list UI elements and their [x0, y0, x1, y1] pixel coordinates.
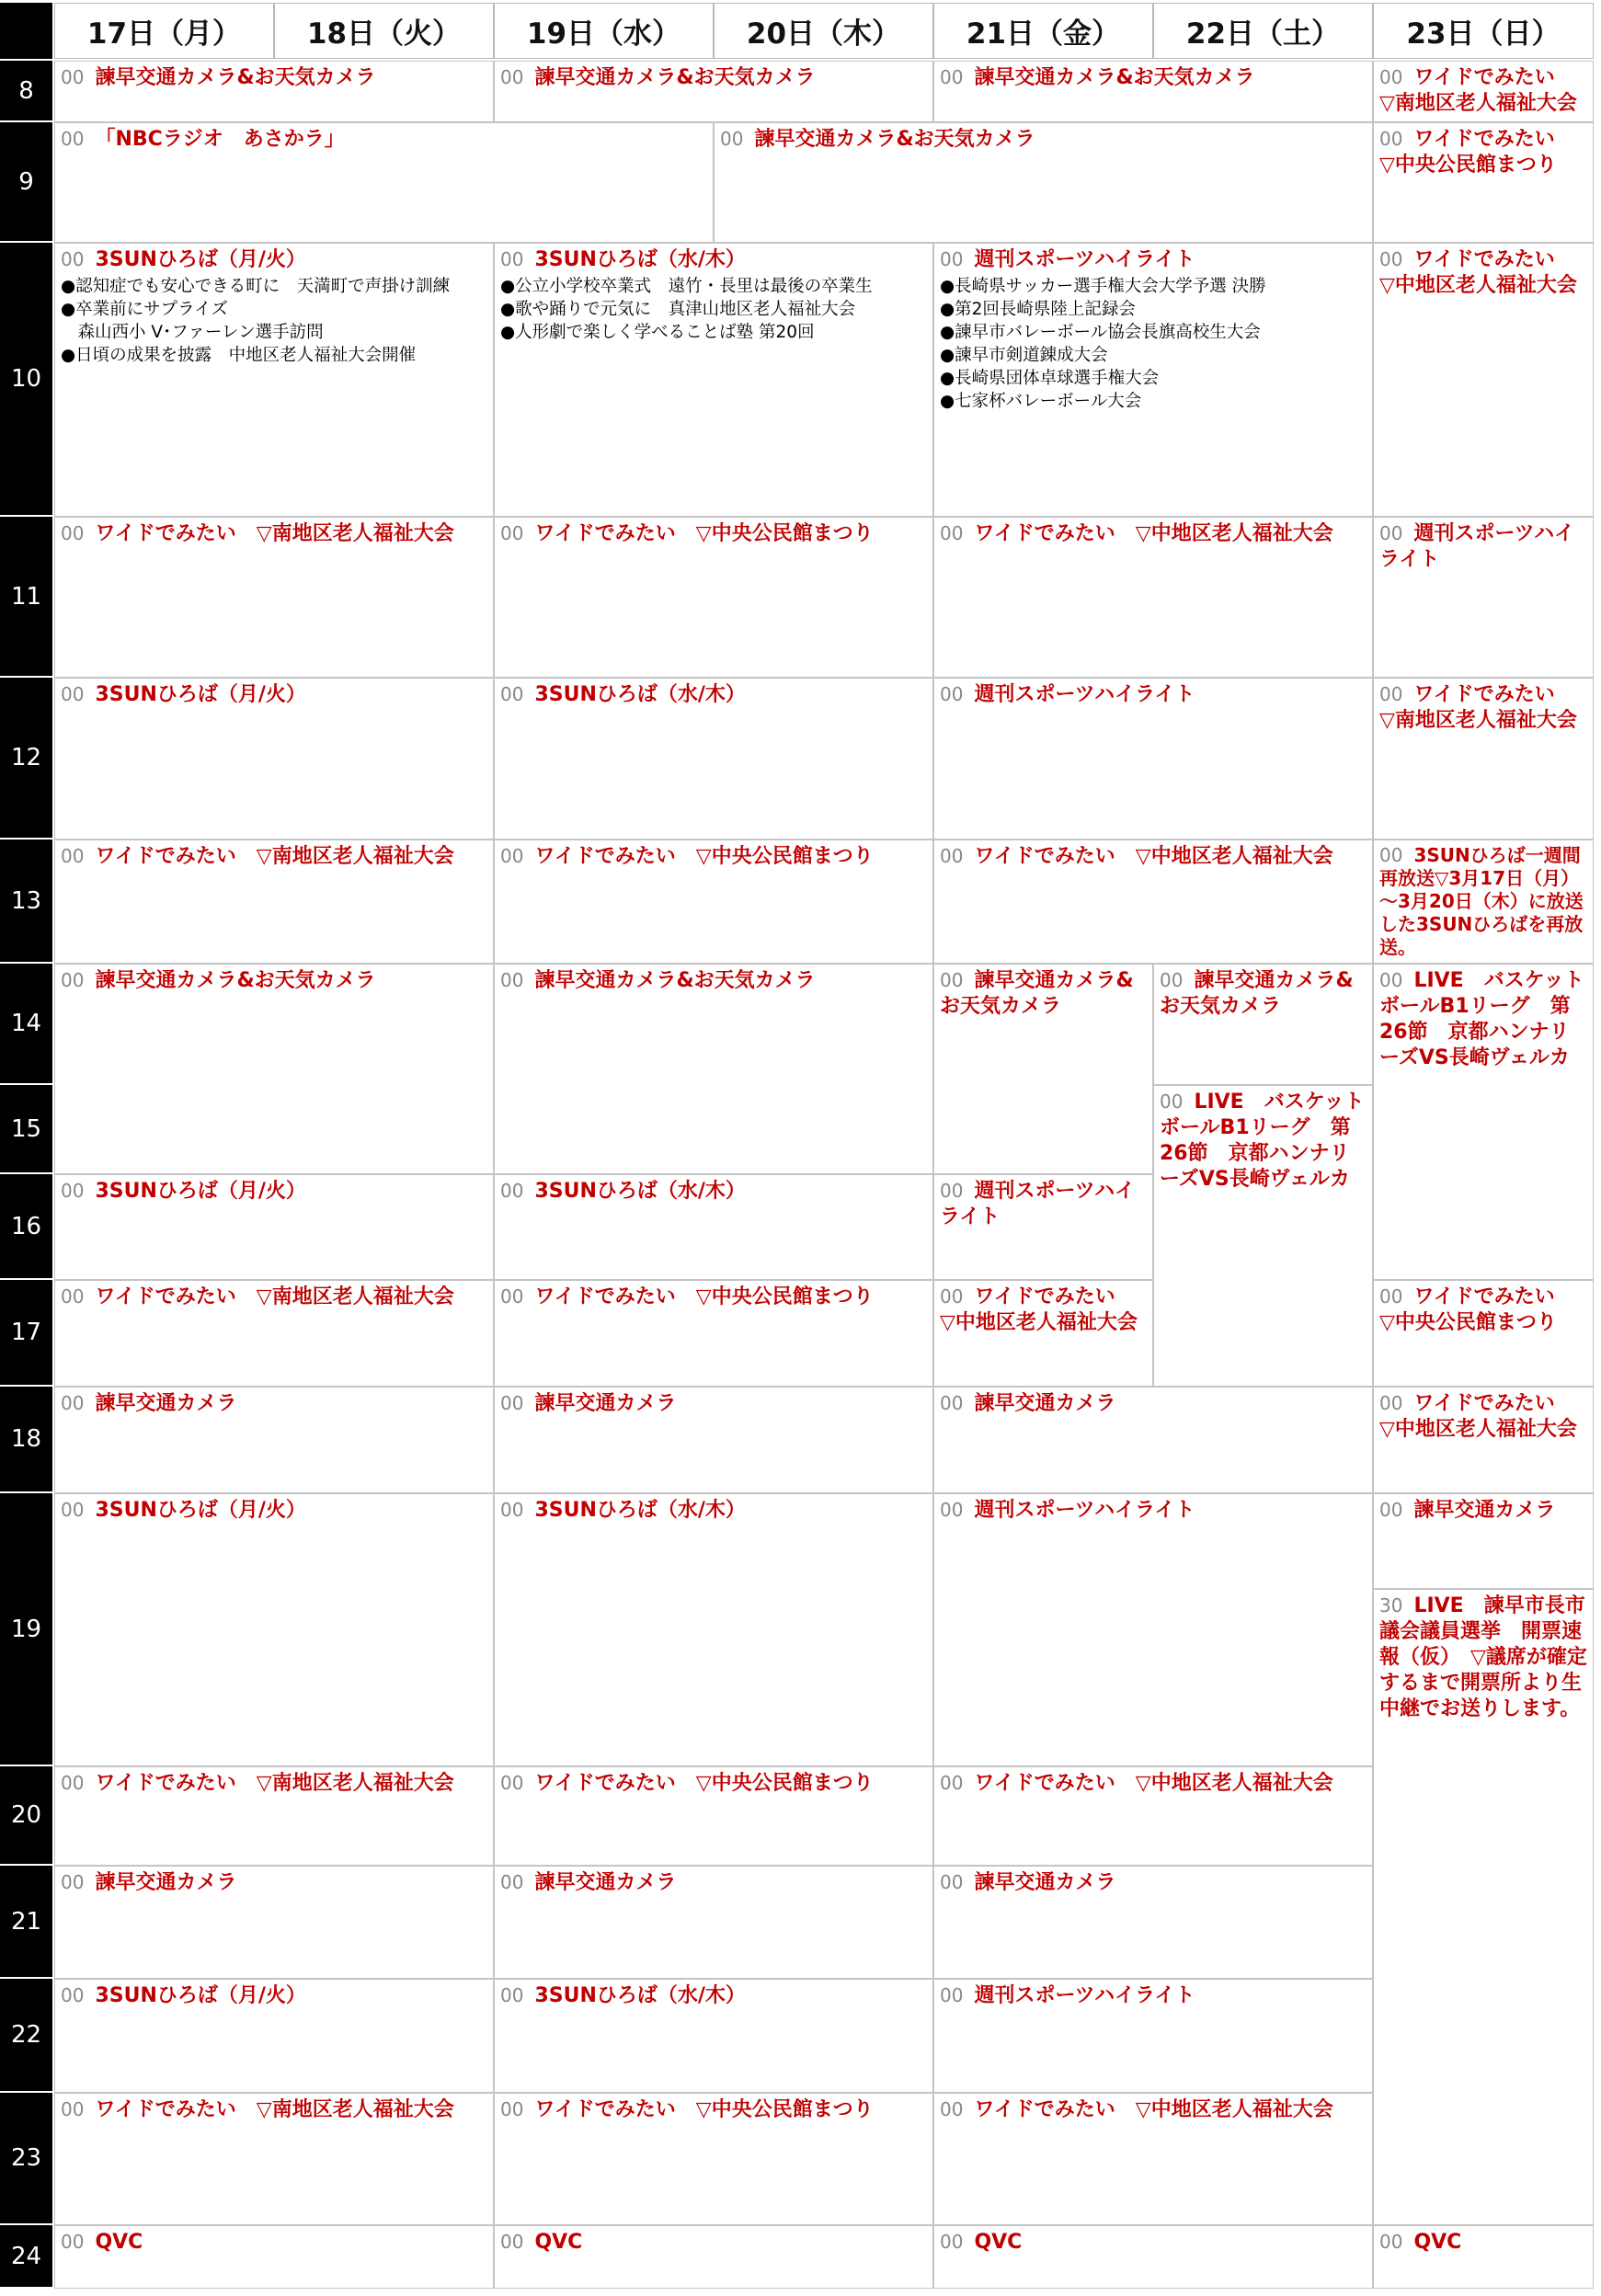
program-title: ワイドでみたい ▽中央公民館まつり: [1379, 1285, 1575, 1334]
program-heading: [940, 1498, 1367, 1524]
program-title: 諫早交通カメラ: [974, 1392, 1116, 1415]
program-title: ワイドでみたい ▽南地区老人福祉大会: [95, 1285, 454, 1308]
hour-label: 19: [0, 1493, 52, 1766]
program-minute: 00: [1160, 1091, 1184, 1113]
program-title: 3SUNひろば（水/木）: [534, 683, 746, 706]
program-heading: [720, 127, 1367, 153]
program-heading: [1379, 968, 1587, 1071]
program-title: QVC: [974, 2231, 1023, 2254]
program-heading: [500, 1771, 927, 1797]
program-note-line: ●卒業前にサプライズ: [61, 300, 228, 319]
program-heading: [61, 127, 707, 153]
program-cell[interactable]: [1373, 964, 1594, 1280]
program-heading: [940, 1285, 1147, 1336]
program-title: ワイドでみたい ▽南地区老人福祉大会: [95, 2098, 454, 2121]
program-title: 諫早交通カメラ&お天気カメラ: [534, 969, 816, 992]
program-minute: 00: [1379, 1392, 1403, 1414]
program-heading: [500, 1498, 927, 1524]
program-title: 3SUNひろば（月/火）: [95, 1180, 306, 1203]
program-note-line: ●諫早市剣道錬成大会: [940, 346, 1108, 365]
program-cell[interactable]: [54, 2093, 494, 2225]
program-title: 週刊スポーツハイライト: [974, 248, 1195, 271]
program-note-line: ●諫早市バレーボール協会長旗高校生大会: [940, 323, 1261, 342]
program-cell[interactable]: [494, 1866, 933, 1979]
program-cell[interactable]: [54, 1280, 494, 1387]
program-heading: [61, 247, 487, 273]
program-heading: [1379, 2230, 1587, 2256]
program-minute: 00: [61, 1871, 85, 1893]
program-title: ワイドでみたい ▽中央公民館まつり: [534, 845, 874, 868]
program-cell[interactable]: [54, 61, 494, 122]
program-heading: [940, 968, 1147, 1020]
program-minute: 00: [940, 1285, 964, 1308]
hour-label: 16: [0, 1174, 52, 1280]
program-cell[interactable]: [1153, 964, 1373, 1085]
program-title: ワイドでみたい ▽中地区老人福祉大会: [974, 2098, 1333, 2121]
program-cell[interactable]: [1373, 517, 1594, 678]
program-heading: [61, 2230, 487, 2256]
program-minute: 00: [61, 2231, 85, 2253]
program-title: 諫早交通カメラ&お天気カメラ: [95, 969, 376, 992]
program-minute: 00: [500, 1984, 524, 2006]
program-title: 3SUNひろば（月/火）: [95, 683, 306, 706]
program-notes: [61, 275, 487, 367]
program-minute: 00: [61, 1392, 85, 1414]
program-minute: 00: [61, 1772, 85, 1794]
program-title: ワイドでみたい ▽中地区老人福祉大会: [974, 522, 1333, 545]
program-heading: [61, 1983, 487, 2009]
program-minute: 00: [61, 1984, 85, 2006]
program-heading: [500, 1285, 927, 1310]
program-cell[interactable]: [933, 1387, 1373, 1493]
program-minute: 00: [61, 1499, 85, 1521]
hour-label: 8: [0, 61, 52, 122]
program-minute: 00: [940, 66, 964, 88]
program-note-line: ●第2回長崎県陸上記録会: [940, 300, 1136, 319]
hour-label: 17: [0, 1280, 52, 1387]
hour-label: 20: [0, 1766, 52, 1866]
program-title: LIVE バスケットボールB1リーグ 第26節 京都ハンナリーズVS長崎ヴェルカ: [1160, 1091, 1365, 1191]
program-heading: [940, 247, 1367, 273]
program-title: 諫早交通カメラ&お天気カメラ: [1160, 969, 1354, 1018]
program-minute: 00: [500, 1392, 524, 1414]
program-cell[interactable]: [494, 1766, 933, 1866]
program-heading: [940, 1771, 1367, 1797]
program-minute: 00: [940, 969, 964, 991]
program-minute: 00: [500, 1772, 524, 1794]
program-cell[interactable]: [714, 122, 1373, 243]
program-minute: 00: [1379, 128, 1403, 150]
program-minute: 30: [1379, 1593, 1403, 1616]
program-note-line: ●歌や踊りで元気に 真津山地区老人福祉大会: [500, 300, 856, 319]
program-minute: 00: [500, 1499, 524, 1521]
program-minute: 00: [1379, 969, 1403, 991]
program-cell[interactable]: [1373, 1387, 1594, 1493]
program-cell[interactable]: [54, 678, 494, 840]
program-title: 3SUNひろば（月/火）: [95, 1984, 306, 2007]
program-minute: 00: [61, 248, 85, 270]
program-heading: [940, 1983, 1367, 2009]
program-note-line: ●認知症でも安心できる町に 天満町で声掛け訓練: [61, 277, 451, 296]
program-heading: [61, 521, 487, 547]
program-heading: [1379, 844, 1587, 959]
program-cell[interactable]: [933, 1174, 1153, 1280]
program-title: 週刊スポーツハイライト: [974, 1984, 1195, 2007]
program-cell[interactable]: [54, 517, 494, 678]
program-title: 諫早交通カメラ&お天気カメラ: [95, 66, 376, 89]
program-minute: 00: [500, 1180, 524, 1202]
program-heading: [500, 2230, 927, 2256]
program-cell[interactable]: [933, 1493, 1373, 1766]
program-cell[interactable]: [494, 1174, 933, 1280]
program-cell[interactable]: [1153, 1085, 1373, 1387]
hour-label: 24: [0, 2225, 52, 2289]
program-title: 諫早交通カメラ: [534, 1871, 677, 1894]
program-heading: [500, 968, 927, 994]
program-cell[interactable]: [1373, 61, 1594, 122]
program-minute: 00: [940, 1180, 964, 1202]
program-title: 諫早交通カメラ: [95, 1871, 237, 1894]
program-minute: 00: [940, 1772, 964, 1794]
program-notes: [940, 275, 1367, 413]
program-cell[interactable]: [1373, 1493, 1594, 1589]
hour-label: 18: [0, 1387, 52, 1493]
program-minute: 00: [61, 2098, 85, 2120]
program-note-line: ●人形劇で楽しく学べることば塾 第20回: [500, 323, 815, 342]
hour-label: 10: [0, 243, 52, 517]
program-title: 週刊スポーツハイライト: [940, 1180, 1136, 1228]
program-cell[interactable]: [54, 1866, 494, 1979]
program-cell[interactable]: [494, 1979, 933, 2093]
program-minute: 00: [500, 2098, 524, 2120]
program-minute: 00: [1379, 66, 1403, 88]
program-title: 3SUNひろば（月/火）: [95, 1499, 306, 1522]
program-heading: [61, 968, 487, 994]
program-cell[interactable]: [54, 840, 494, 964]
program-minute: 00: [61, 1180, 85, 1202]
program-title: ワイドでみたい ▽南地区老人福祉大会: [95, 1772, 454, 1795]
program-cell[interactable]: [54, 2225, 494, 2289]
program-cell[interactable]: [933, 243, 1373, 517]
program-title: ワイドでみたい ▽中地区老人福祉大会: [974, 1772, 1333, 1795]
program-minute: 00: [940, 1871, 964, 1893]
program-heading: [500, 65, 927, 91]
program-heading: [1160, 1090, 1367, 1193]
program-title: ワイドでみたい ▽中央公民館まつり: [534, 1285, 874, 1308]
program-minute: 00: [1379, 844, 1403, 866]
program-minute: 00: [61, 128, 85, 150]
program-heading: [940, 844, 1367, 870]
day-header: 21日（金）: [933, 3, 1153, 59]
day-header: 20日（木）: [714, 3, 933, 59]
program-title: ワイドでみたい ▽中地区老人福祉大会: [974, 845, 1333, 868]
program-minute: 00: [940, 1499, 964, 1521]
program-title: ワイドでみたい ▽中央公民館まつり: [534, 1772, 874, 1795]
program-cell[interactable]: [54, 1174, 494, 1280]
program-minute: 00: [940, 1984, 964, 2006]
program-cell[interactable]: [54, 1493, 494, 1766]
day-header: 19日（水）: [494, 3, 714, 59]
program-minute: 00: [940, 683, 964, 705]
program-note-line: ●公立小学校卒業式 遠竹・長里は最後の卒業生: [500, 277, 873, 296]
day-header: 22日（土）: [1153, 3, 1373, 59]
program-minute: 00: [720, 128, 744, 150]
program-minute: 00: [940, 845, 964, 867]
hour-label: 13: [0, 840, 52, 964]
program-title: ワイドでみたい ▽中央公民館まつり: [534, 522, 874, 545]
program-heading: [940, 2230, 1367, 2256]
program-heading: [500, 844, 927, 870]
program-title: 3SUNひろば（月/火）: [95, 248, 306, 271]
hour-label: 21: [0, 1866, 52, 1979]
program-cell[interactable]: [933, 1766, 1373, 1866]
program-minute: 00: [500, 66, 524, 88]
program-heading: [940, 2097, 1367, 2123]
program-minute: 00: [1379, 522, 1403, 544]
program-minute: 00: [500, 845, 524, 867]
program-cell[interactable]: [1373, 1280, 1594, 1387]
program-cell[interactable]: [494, 61, 933, 122]
program-cell[interactable]: [1373, 243, 1594, 517]
hour-label: 15: [0, 1085, 52, 1174]
program-cell[interactable]: [933, 1280, 1153, 1387]
program-note-line: ●日頃の成果を披露 中地区老人福祉大会開催: [61, 346, 417, 365]
program-minute: 00: [940, 248, 964, 270]
program-minute: 00: [61, 969, 85, 991]
hour-label: 22: [0, 1979, 52, 2093]
program-minute: 00: [500, 522, 524, 544]
program-heading: [61, 65, 487, 91]
program-title: 3SUNひろば（水/木）: [534, 1499, 746, 1522]
program-minute: 00: [1379, 1499, 1403, 1521]
program-cell[interactable]: [1373, 1589, 1594, 2225]
program-minute: 00: [940, 2098, 964, 2120]
program-title: LIVE 諫早市長市議会議員選挙 開票速報（仮） ▽議席が確定するまで開票所より生中継でお送りします。: [1379, 1593, 1587, 1720]
program-heading: [500, 2097, 927, 2123]
program-title: 3SUNひろば（水/木）: [534, 1180, 746, 1203]
program-heading: [1160, 968, 1367, 1020]
day-header: 23日（日）: [1373, 3, 1594, 59]
program-minute: 00: [500, 683, 524, 705]
program-note-line: ●七家杯バレーボール大会: [940, 392, 1142, 411]
program-cell[interactable]: [494, 1280, 933, 1387]
program-cell[interactable]: [54, 1766, 494, 1866]
program-heading: [500, 247, 927, 273]
program-heading: [61, 1498, 487, 1524]
program-title: ワイドでみたい ▽中地区老人福祉大会: [1379, 1392, 1577, 1441]
program-title: LIVE バスケットボールB1リーグ 第26節 京都ハンナリーズVS長崎ヴェルカ: [1379, 969, 1584, 1069]
program-minute: 00: [500, 969, 524, 991]
program-heading: [500, 1983, 927, 2009]
program-minute: 00: [61, 845, 85, 867]
program-cell[interactable]: [933, 964, 1153, 1174]
program-title: 諫早交通カメラ&お天気カメラ: [534, 66, 816, 89]
program-heading: [1379, 521, 1587, 573]
program-cell[interactable]: [1373, 122, 1594, 243]
program-cell[interactable]: [494, 2225, 933, 2289]
program-cell[interactable]: [933, 1866, 1373, 1979]
hour-label: 9: [0, 122, 52, 243]
program-heading: [1379, 1285, 1587, 1336]
program-title: 週刊スポーツハイライト: [974, 683, 1195, 706]
program-minute: 00: [1379, 683, 1403, 705]
program-cell[interactable]: [54, 1979, 494, 2093]
program-heading: [940, 521, 1367, 547]
program-minute: 00: [1379, 2231, 1403, 2253]
program-title: QVC: [95, 2231, 143, 2254]
program-minute: 00: [61, 683, 85, 705]
program-title: ワイドでみたい ▽南地区老人福祉大会: [1379, 66, 1577, 115]
program-cell[interactable]: [933, 61, 1373, 122]
program-heading: [61, 1391, 487, 1417]
program-title: 諫早交通カメラ: [534, 1392, 677, 1415]
program-title: 諫早交通カメラ&お天気カメラ: [754, 128, 1035, 151]
program-title: ワイドでみたい ▽中地区老人福祉大会: [1379, 248, 1577, 297]
program-heading: [500, 1870, 927, 1896]
program-title: 3SUNひろば（水/木）: [534, 248, 746, 271]
program-title: 諫早交通カメラ: [95, 1392, 237, 1415]
day-header: 18日（火）: [274, 3, 494, 59]
program-cell[interactable]: [494, 1493, 933, 1766]
program-minute: 00: [1379, 248, 1403, 270]
hour-label: 11: [0, 517, 52, 678]
program-notes: [500, 275, 927, 344]
program-minute: 00: [500, 2231, 524, 2253]
program-note-line: ●長崎県サッカー選手権大会大学予選 決勝: [940, 277, 1266, 296]
header-corner: [0, 3, 52, 59]
program-heading: [940, 1870, 1367, 1896]
program-heading: [61, 1870, 487, 1896]
program-minute: 00: [500, 1871, 524, 1893]
program-title: 3SUNひろば一週間再放送▽3月17日（月）～3月20日（木）に放送した3SUNひろばを再放送。: [1379, 844, 1584, 958]
program-cell[interactable]: [54, 964, 494, 1174]
program-heading: [940, 65, 1367, 91]
program-minute: 00: [940, 2231, 964, 2253]
program-title: 諫早交通カメラ: [974, 1871, 1116, 1894]
program-minute: 00: [61, 522, 85, 544]
program-heading: [61, 1285, 487, 1310]
program-cell[interactable]: [933, 840, 1373, 964]
program-cell[interactable]: [494, 678, 933, 840]
program-title: QVC: [534, 2231, 583, 2254]
program-title: ワイドでみたい ▽中央公民館まつり: [1379, 128, 1575, 177]
hour-label: 12: [0, 678, 52, 840]
program-cell[interactable]: [494, 2093, 933, 2225]
program-minute: 00: [500, 1285, 524, 1308]
program-minute: 00: [61, 1285, 85, 1308]
program-title: 週刊スポーツハイライト: [1379, 522, 1575, 571]
program-title: 諫早交通カメラ: [1413, 1499, 1556, 1522]
hour-label: 23: [0, 2093, 52, 2225]
program-cell[interactable]: [933, 2225, 1373, 2289]
program-cell[interactable]: [933, 1979, 1373, 2093]
program-heading: [500, 521, 927, 547]
program-cell[interactable]: [933, 2093, 1373, 2225]
program-heading: [1379, 682, 1587, 734]
program-cell[interactable]: [494, 1387, 933, 1493]
program-heading: [500, 682, 927, 708]
program-heading: [61, 2097, 487, 2123]
program-cell[interactable]: [1373, 840, 1594, 964]
program-minute: 00: [1160, 969, 1184, 991]
program-cell[interactable]: [54, 1387, 494, 1493]
program-minute: 00: [61, 66, 85, 88]
program-title: ワイドでみたい ▽南地区老人福祉大会: [95, 845, 454, 868]
day-header: 17日（月）: [54, 3, 274, 59]
program-cell[interactable]: [54, 122, 714, 243]
program-heading: [61, 682, 487, 708]
program-title: 諫早交通カメラ&お天気カメラ: [974, 66, 1255, 89]
program-cell[interactable]: [494, 840, 933, 964]
program-cell[interactable]: [1373, 678, 1594, 840]
program-heading: [1379, 1498, 1587, 1524]
program-title: ワイドでみたい ▽南地区老人福祉大会: [95, 522, 454, 545]
program-heading: [1379, 127, 1587, 178]
program-heading: [1379, 1391, 1587, 1443]
program-heading: [1379, 1593, 1587, 1722]
program-minute: 00: [940, 1392, 964, 1414]
program-heading: [1379, 247, 1587, 299]
program-cell[interactable]: [494, 964, 933, 1174]
program-heading: [1379, 65, 1587, 117]
program-heading: [61, 844, 487, 870]
program-heading: [500, 1391, 927, 1417]
program-note-line: ●長崎県団体卓球選手権大会: [940, 369, 1160, 388]
program-cell[interactable]: [933, 517, 1373, 678]
program-heading: [940, 682, 1367, 708]
program-heading: [500, 1179, 927, 1205]
program-cell[interactable]: [54, 243, 494, 517]
hour-label: 14: [0, 964, 52, 1085]
program-title: 週刊スポーツハイライト: [974, 1499, 1195, 1522]
program-note-line: 森山西小 V･ファーレン選手訪問: [61, 323, 324, 342]
program-cell[interactable]: [494, 243, 933, 517]
program-title: QVC: [1413, 2231, 1462, 2254]
program-title: 諫早交通カメラ&お天気カメラ: [940, 969, 1134, 1018]
program-minute: 00: [1379, 1285, 1403, 1308]
program-title: 「NBCラジオ あさかラ」: [95, 128, 345, 151]
program-cell[interactable]: [1373, 2225, 1594, 2289]
program-title: ワイドでみたい ▽中央公民館まつり: [534, 2098, 874, 2121]
program-title: 3SUNひろば（水/木）: [534, 1984, 746, 2007]
program-minute: 00: [500, 248, 524, 270]
program-heading: [61, 1771, 487, 1797]
program-title: ワイドでみたい ▽中地区老人福祉大会: [940, 1285, 1138, 1334]
program-cell[interactable]: [494, 517, 933, 678]
program-title: ワイドでみたい ▽南地区老人福祉大会: [1379, 683, 1577, 732]
program-cell[interactable]: [933, 678, 1373, 840]
program-heading: [61, 1179, 487, 1205]
program-heading: [940, 1391, 1367, 1417]
program-minute: 00: [940, 522, 964, 544]
program-heading: [940, 1179, 1147, 1230]
